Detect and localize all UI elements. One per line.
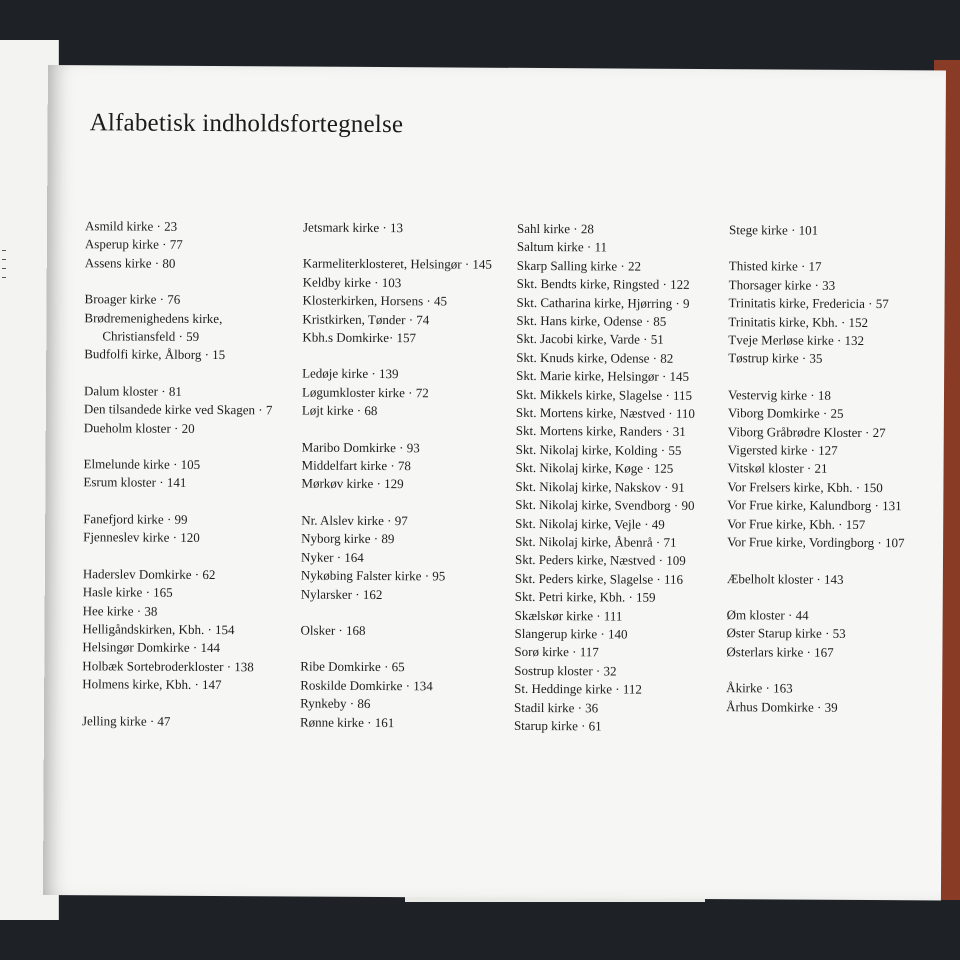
index-entry: Jelling kirke · 47 <box>81 712 171 729</box>
index-entry: Vor Frue kirke, Kbh. · 157 <box>727 515 866 532</box>
index-entry: Skt. Hans kirke, Odense · 85 <box>516 312 667 329</box>
index-entry: Roskilde Domkirke · 134 <box>300 677 433 694</box>
index-entry: Klosterkirken, Horsens · 45 <box>302 292 448 309</box>
index-entry: Thisted kirke · 17 <box>728 258 822 275</box>
index-entry: Skt. Petri kirke, Kbh. · 159 <box>514 588 656 605</box>
index-entry: Skt. Jacobi kirke, Varde · 51 <box>516 331 664 348</box>
index-group <box>303 219 533 239</box>
index-entry: Vor Frue kirke, Vordingborg · 107 <box>727 534 905 551</box>
index-group <box>726 606 956 663</box>
index-entry: Helsingør Domkirke · 144 <box>82 639 221 656</box>
index-entry: Asmild kirke · 23 <box>84 218 178 234</box>
index-entry: Budfolfi kirke, Ålborg · 15 <box>84 346 226 363</box>
index-group <box>726 679 956 717</box>
index-entry: Løjt kirke · 68 <box>301 402 378 419</box>
index-entry: Brødremenighedens kirke, <box>84 309 223 326</box>
index-entry: Skt. Knuds kirke, Odense · 82 <box>516 349 674 366</box>
page-title: Alfabetisk indholdsfortegnelse <box>89 109 404 139</box>
index-column-2 <box>300 219 533 751</box>
index-entry: Rønne kirke · 161 <box>299 714 395 730</box>
index-entry: Elmelunde kirke · 105 <box>83 456 201 472</box>
index-group <box>728 258 959 370</box>
index-entry: Tveje Merløse kirke · 132 <box>728 332 865 349</box>
index-entry: Hee kirke · 38 <box>82 602 158 619</box>
index-entry: Viborg Domkirke · 25 <box>727 405 844 422</box>
index-entry: Fanefjord kirke · 99 <box>83 511 188 527</box>
index-group <box>85 217 315 274</box>
index-entry: Nyborg kirke · 89 <box>301 530 395 547</box>
index-column-3 <box>514 220 747 755</box>
index-group <box>83 510 313 548</box>
index-entry: Skt. Nikolaj kirke, Køge · 125 <box>515 460 674 477</box>
index-entry: Dalum kloster · 81 <box>83 383 182 399</box>
index-entry: Nylarsker · 162 <box>300 586 383 602</box>
index-entry: Øster Starup kirke · 53 <box>726 625 846 642</box>
index-entry: Skt. Nikolaj kirke, Vejle · 49 <box>515 515 665 532</box>
index-entry: Sostrup kloster · 32 <box>514 662 617 679</box>
index-entry: Dueholm kloster · 20 <box>83 419 195 436</box>
index-group <box>301 438 531 495</box>
index-entry: Asperup kirke · 77 <box>84 236 183 253</box>
index-entry: Christiansfeld · 59 <box>102 328 200 344</box>
index-entry: Skt. Nikolaj kirke, Åbenrå · 71 <box>515 533 677 550</box>
index-entry: Holmens kirke, Kbh. · 147 <box>82 676 222 693</box>
index-entry: Broager kirke · 76 <box>84 291 181 308</box>
index-entry: Skarp Salling kirke · 22 <box>516 257 642 274</box>
index-entry: Mørkøv kirke · 129 <box>301 476 404 492</box>
index-page <box>43 65 946 900</box>
index-entry: Rynkeby · 86 <box>300 695 371 712</box>
index-entry: Helligåndskirken, Kbh. · 154 <box>82 621 235 638</box>
index-entry: Skt. Catharina kirke, Hjørring · 9 <box>516 294 690 311</box>
index-entry: Slangerup kirke · 140 <box>514 625 628 642</box>
index-entry: Haderslev Domkirke · 62 <box>82 565 216 582</box>
index-column-1 <box>82 217 315 749</box>
index-entry: Sorø kirke · 117 <box>514 644 599 660</box>
index-entry: Nyker · 164 <box>300 549 364 565</box>
index-entry: Skt. Peders kirke, Slagelse · 116 <box>514 570 684 587</box>
index-group <box>83 455 313 493</box>
index-entry: Nr. Alslev kirke · 97 <box>301 512 408 529</box>
index-group <box>727 386 958 553</box>
index-group <box>514 220 747 737</box>
index-entry: Sahl kirke · 28 <box>516 220 594 237</box>
index-entry: Øm kloster · 44 <box>726 607 809 623</box>
index-entry: Vitskøl kloster · 21 <box>727 460 828 477</box>
index-group <box>300 621 530 641</box>
index-entry: Skt. Mortens kirke, Randers · 31 <box>515 423 686 440</box>
index-entry: Thorsager kirke · 33 <box>728 276 836 293</box>
index-entry: Den tilsandede kirke ved Skagen · 7 <box>83 401 273 418</box>
index-entry: Vigersted kirke · 127 <box>727 442 838 458</box>
left-page-marks <box>2 250 12 286</box>
index-entry: Skt. Peders kirke, Næstved · 109 <box>514 552 686 569</box>
index-group <box>300 658 530 733</box>
index-entry: Vestervig kirke · 18 <box>727 387 831 403</box>
index-entry: Middelfart kirke · 78 <box>301 457 411 474</box>
index-entry: Århus Domkirke · 39 <box>726 698 838 715</box>
index-group <box>301 511 532 604</box>
index-entry: Olsker · 168 <box>300 622 366 638</box>
index-entry: Ribe Domkirke · 65 <box>300 658 405 675</box>
index-entry: Viborg Gråbrødre Kloster · 27 <box>727 423 886 440</box>
index-entry: Starup kirke · 61 <box>513 717 602 734</box>
index-entry: Løgumkloster kirke · 72 <box>301 384 429 401</box>
index-entry: Åkirke · 163 <box>726 680 793 696</box>
index-group <box>82 712 312 732</box>
index-entry: Vor Frelsers kirke, Kbh. · 150 <box>727 479 883 495</box>
index-group <box>302 365 532 422</box>
index-entry: Tøstrup kirke · 35 <box>728 350 823 367</box>
index-entry: Ledøje kirke · 139 <box>302 365 399 382</box>
index-entry: Trinitatis kirke, Fredericia · 57 <box>728 295 889 312</box>
index-entry: Esrum kloster · 141 <box>83 474 187 491</box>
index-entry: Fjenneslev kirke · 120 <box>83 529 200 546</box>
index-entry: Karmeliterklosteret, Helsingør · 145 <box>302 255 493 273</box>
index-entry: Østerlars kirke · 167 <box>726 643 834 660</box>
index-group <box>84 290 314 365</box>
index-entry: Nykøbing Falster kirke · 95 <box>300 567 446 584</box>
index-entry: Skt. Bendts kirke, Ringsted · 122 <box>516 276 690 293</box>
index-entry: Assens kirke · 80 <box>84 255 176 271</box>
index-entry: Hasle kirke · 165 <box>82 584 173 600</box>
index-group <box>82 565 313 695</box>
index-entry: Holbæk Sortebroderkloster · 138 <box>82 657 254 674</box>
index-entry: Trinitatis kirke, Kbh. · 152 <box>728 313 869 330</box>
index-group <box>729 221 959 241</box>
index-entry: Maribo Domkirke · 93 <box>301 439 420 455</box>
index-entry: Keldby kirke · 103 <box>302 274 402 290</box>
index-entry: Skt. Mortens kirke, Næstved · 110 <box>515 404 695 422</box>
index-entry: Kbh.s Domkirke· 157 <box>302 329 417 346</box>
index-entry: Saltum kirke · 11 <box>516 239 608 255</box>
index-column-4 <box>726 221 959 735</box>
index-entry: Skt. Nikolaj kirke, Svendborg · 90 <box>515 496 695 514</box>
index-entry: Skt. Nikolaj kirke, Kolding · 55 <box>515 441 682 458</box>
index-entry: Stadil kirke · 36 <box>514 699 599 715</box>
index-group <box>84 382 314 439</box>
index-entry: Jetsmark kirke · 13 <box>302 219 404 236</box>
index-entry: Skt. Nikolaj kirke, Nakskov · 91 <box>515 478 685 495</box>
index-entry: Kristkirken, Tønder · 74 <box>302 311 430 327</box>
index-entry: Skt. Marie kirke, Helsingør · 145 <box>516 368 690 385</box>
index-entry: Skt. Mikkels kirke, Slagelse · 115 <box>515 386 693 403</box>
index-entry: Vor Frue kirke, Kalundborg · 131 <box>727 497 902 514</box>
index-entry: St. Heddinge kirke · 112 <box>514 681 642 697</box>
index-group <box>727 570 957 590</box>
index-entry: Stege kirke · 101 <box>728 222 819 238</box>
index-group <box>302 255 533 348</box>
index-entry: Skælskør kirke · 111 <box>514 607 623 624</box>
index-entry: Æbelholt kloster · 143 <box>726 570 844 587</box>
